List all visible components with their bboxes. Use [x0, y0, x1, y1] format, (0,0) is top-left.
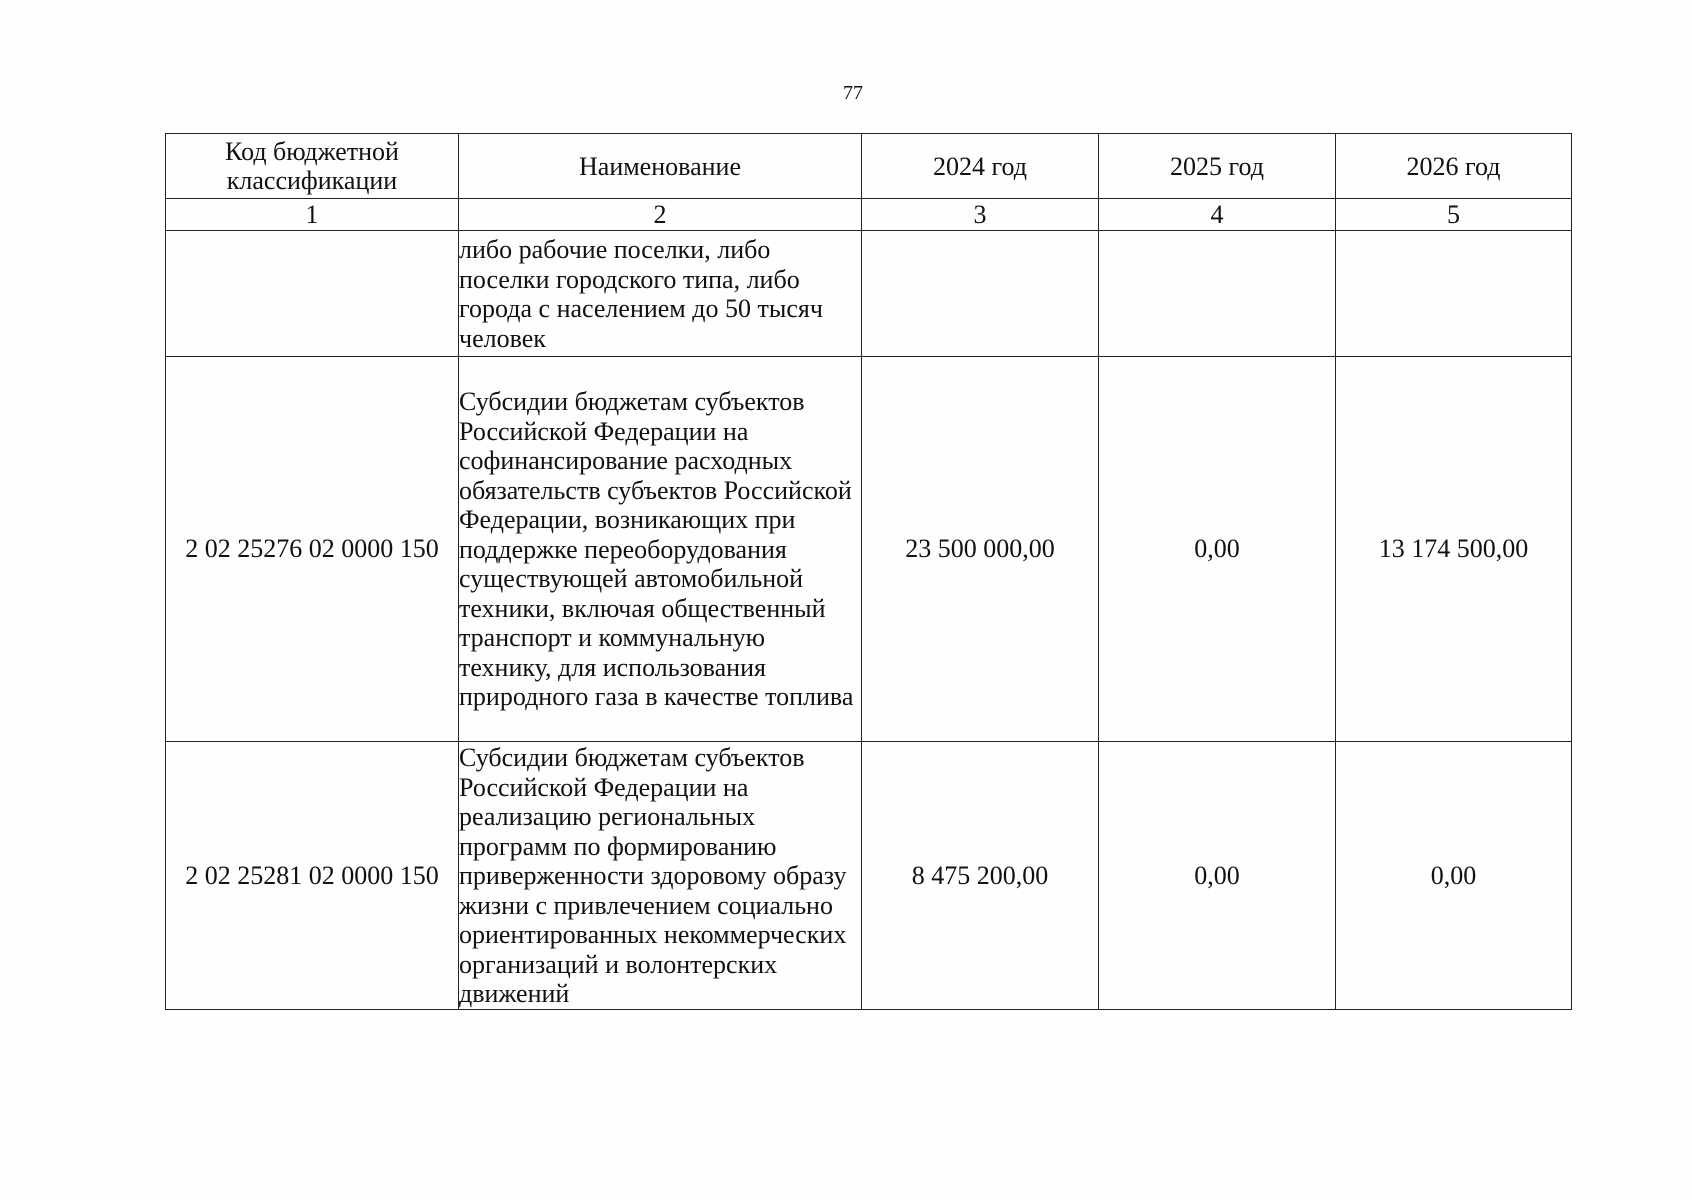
header-code: Код бюджетной классификации: [166, 134, 459, 199]
page-number: 77: [843, 82, 863, 104]
table-body: [166, 231, 1572, 1010]
row-value-2024: 23 500 000,00: [862, 357, 1099, 742]
row-value-2024: [862, 231, 1099, 357]
row-value-2026: 13 174 500,00: [1336, 357, 1572, 742]
table-row: [166, 357, 1572, 742]
header-2024: 2024 год: [862, 134, 1099, 199]
column-number-row: [166, 199, 1572, 231]
row-code: [166, 231, 459, 357]
row-name: [459, 742, 862, 1010]
table-header: [166, 134, 1572, 231]
column-number: 4: [1099, 199, 1336, 231]
row-name: [459, 231, 862, 357]
row-name: [459, 357, 862, 742]
header-2025: 2025 год: [1099, 134, 1336, 199]
header-2026: 2026 год: [1336, 134, 1572, 199]
column-number: 1: [166, 199, 459, 231]
column-number: 3: [862, 199, 1099, 231]
budget-table: [165, 133, 1572, 1010]
row-value-2026: [1336, 231, 1572, 357]
column-number: 2: [459, 199, 862, 231]
row-value-2025: 0,00: [1099, 357, 1336, 742]
row-name-text: Субсидии бюджетам субъектов Российской Федерации на реализацию региональных программ по формированию приверженности здоровому образу жизни с привлечением социально ориентированных некоммерческих организаций и волонтерских движений: [459, 743, 847, 1009]
table-row: [166, 742, 1572, 1010]
row-code: 2 02 25276 02 0000 150: [166, 357, 459, 742]
row-value-2025: [1099, 231, 1336, 357]
header-name: Наименование: [459, 134, 862, 199]
column-number: 5: [1336, 199, 1572, 231]
row-name-text: Субсидии бюджетам субъектов Российской Федерации на софинансирование расходных обязательств субъектов Российской Федерации, возникающих при поддержке переоборудования существующей автомобильной техники, включая общественный транспорт и коммунальную технику, для использования природного газа в качестве топлива: [459, 387, 854, 712]
row-code: 2 02 25281 02 0000 150: [166, 742, 459, 1010]
row-value-2025: 0,00: [1099, 742, 1336, 1010]
row-value-2024: 8 475 200,00: [862, 742, 1099, 1010]
row-name-text: либо рабочие поселки, либо поселки городского типа, либо города с населением до 50 тысяч человек: [459, 235, 823, 353]
header-row: [166, 134, 1572, 199]
row-value-2026: 0,00: [1336, 742, 1572, 1010]
table-row: [166, 231, 1572, 357]
